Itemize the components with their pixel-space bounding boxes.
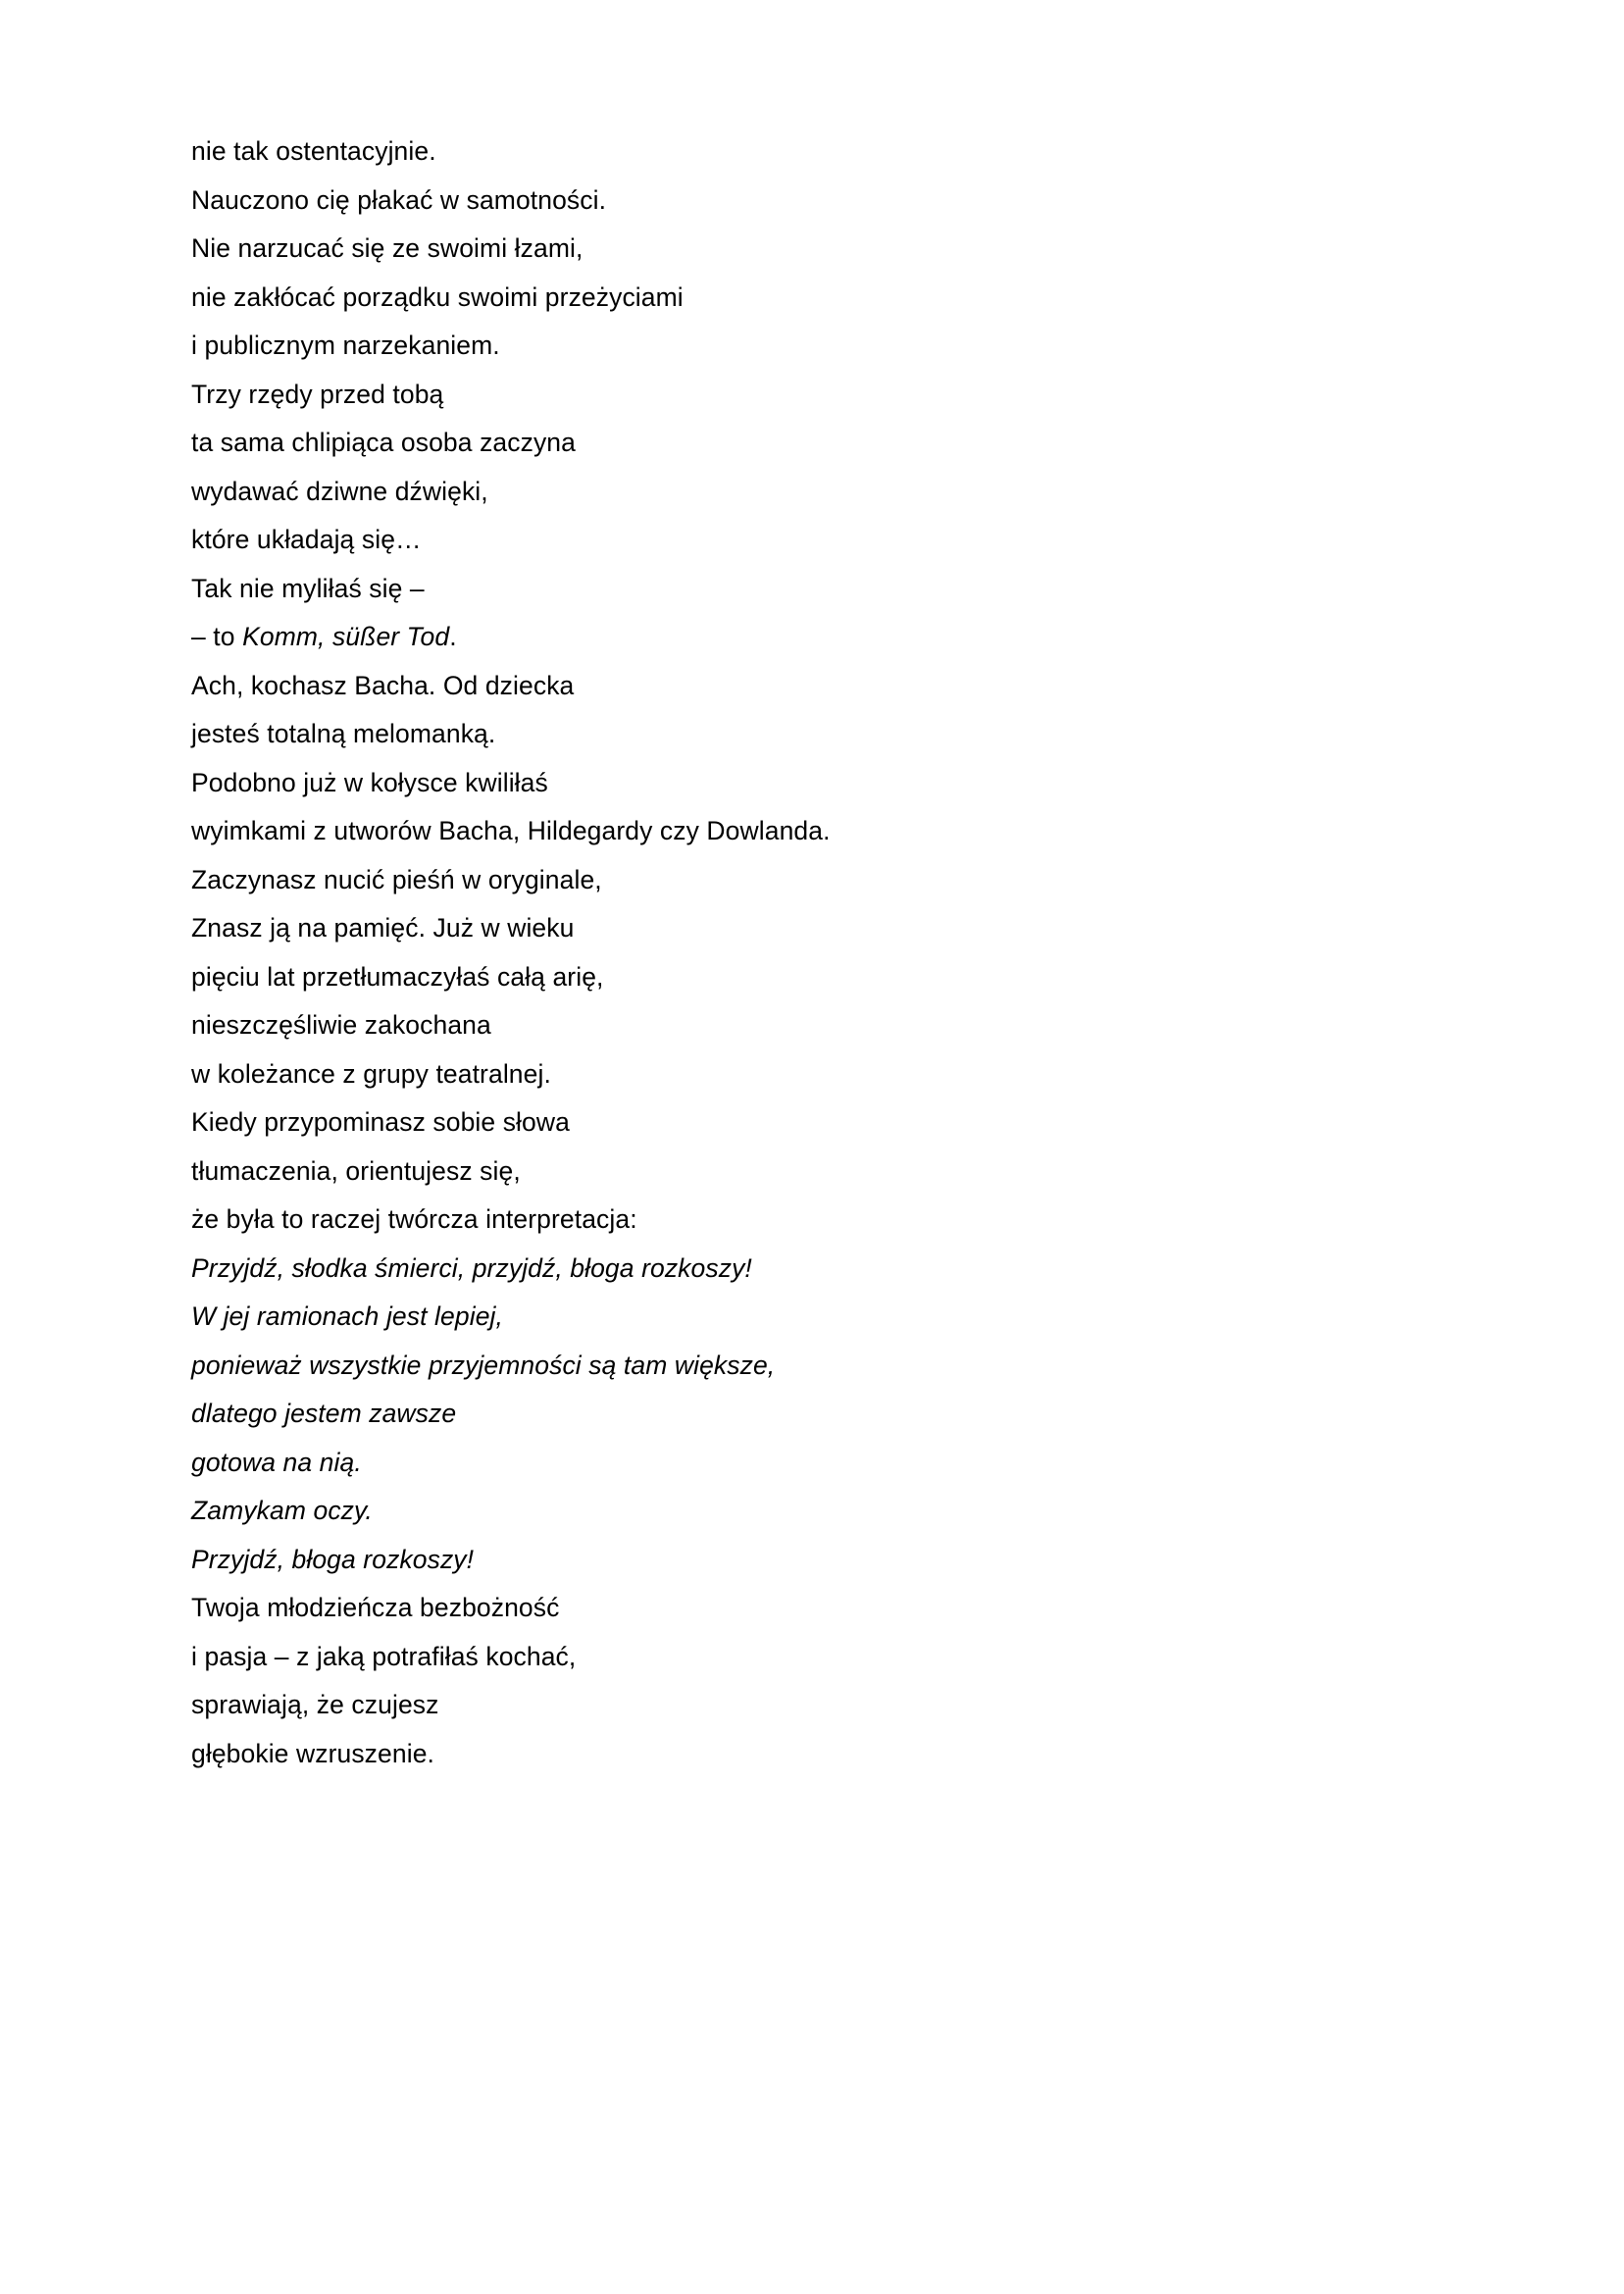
poem-line: wydawać dziwne dźwięki,	[191, 476, 488, 506]
poem-line: Podobno już w kołysce kwiliłaś	[191, 767, 548, 797]
poem-line: W jej ramionach jest lepiej,	[191, 1301, 503, 1331]
emphasis-text: Komm, süßer Tod	[242, 622, 450, 651]
poem-line: dlatego jestem zawsze	[191, 1399, 457, 1428]
poem-line: ponieważ wszystkie przyjemności są tam większe,	[191, 1350, 776, 1380]
poem-line: które układają się…	[191, 525, 422, 554]
poem-line: Przyjdź, słodka śmierci, przyjdź, błoga rozkoszy!	[191, 1252, 752, 1283]
poem-line: tłumaczenia, orientujesz się,	[191, 1155, 521, 1186]
poem-line: Twoja młodzieńcza bezbożność	[191, 1593, 560, 1622]
poem-line: że była to raczej twórcza interpretacja:	[191, 1204, 637, 1234]
poem-line: Tak nie myliłaś się –	[191, 573, 425, 603]
poem-line: wyimkami z utworów Bacha, Hildegardy czy Dowlanda.	[191, 816, 831, 845]
poem-line: gotowa na nią.	[191, 1447, 362, 1477]
poem-line: jesteś totalną melomanką.	[191, 719, 496, 748]
poem-line: Nauczono cię płakać w samotności.	[191, 184, 607, 215]
poem-line: sprawiają, że czujesz	[191, 1690, 439, 1719]
poem-line: pięciu lat przetłumaczyłaś całą arię,	[191, 961, 604, 992]
poem-line: Trzy rzędy przed tobą	[191, 379, 444, 409]
poem-line: głębokie wzruszenie.	[191, 1738, 434, 1768]
poem-line: Ach, kochasz Bacha. Od dziecka	[191, 670, 575, 700]
poem-line: Zaczynasz nucić pieśń w oryginale,	[191, 864, 602, 894]
poem-body	[191, 127, 1433, 1778]
poem-line: Nie narzucać się ze swoimi łzami,	[191, 233, 584, 263]
poem-line: w koleżance z grupy teatralnej.	[191, 1058, 551, 1089]
poem-line: nie tak ostentacyjnie.	[191, 136, 436, 166]
poem-line: – to Komm, süßer Tod.	[191, 622, 457, 651]
poem-line: ta sama chlipiąca osoba zaczyna	[191, 428, 576, 457]
poem-line: Zamykam oczy.	[191, 1496, 373, 1525]
poem-line: nieszczęśliwie zakochana	[191, 1010, 491, 1040]
poem-line: Przyjdź, błoga rozkoszy!	[191, 1544, 475, 1574]
poem-line: i pasja – z jaką potrafiłaś kochać,	[191, 1641, 577, 1671]
poem-line: nie zakłócać porządku swoimi przeżyciami	[191, 281, 684, 312]
poem-line: Kiedy przypominasz sobie słowa	[191, 1107, 570, 1137]
poem-line: i publicznym narzekaniem.	[191, 331, 500, 360]
poem-line: Znasz ją na pamięć. Już w wieku	[191, 913, 575, 943]
